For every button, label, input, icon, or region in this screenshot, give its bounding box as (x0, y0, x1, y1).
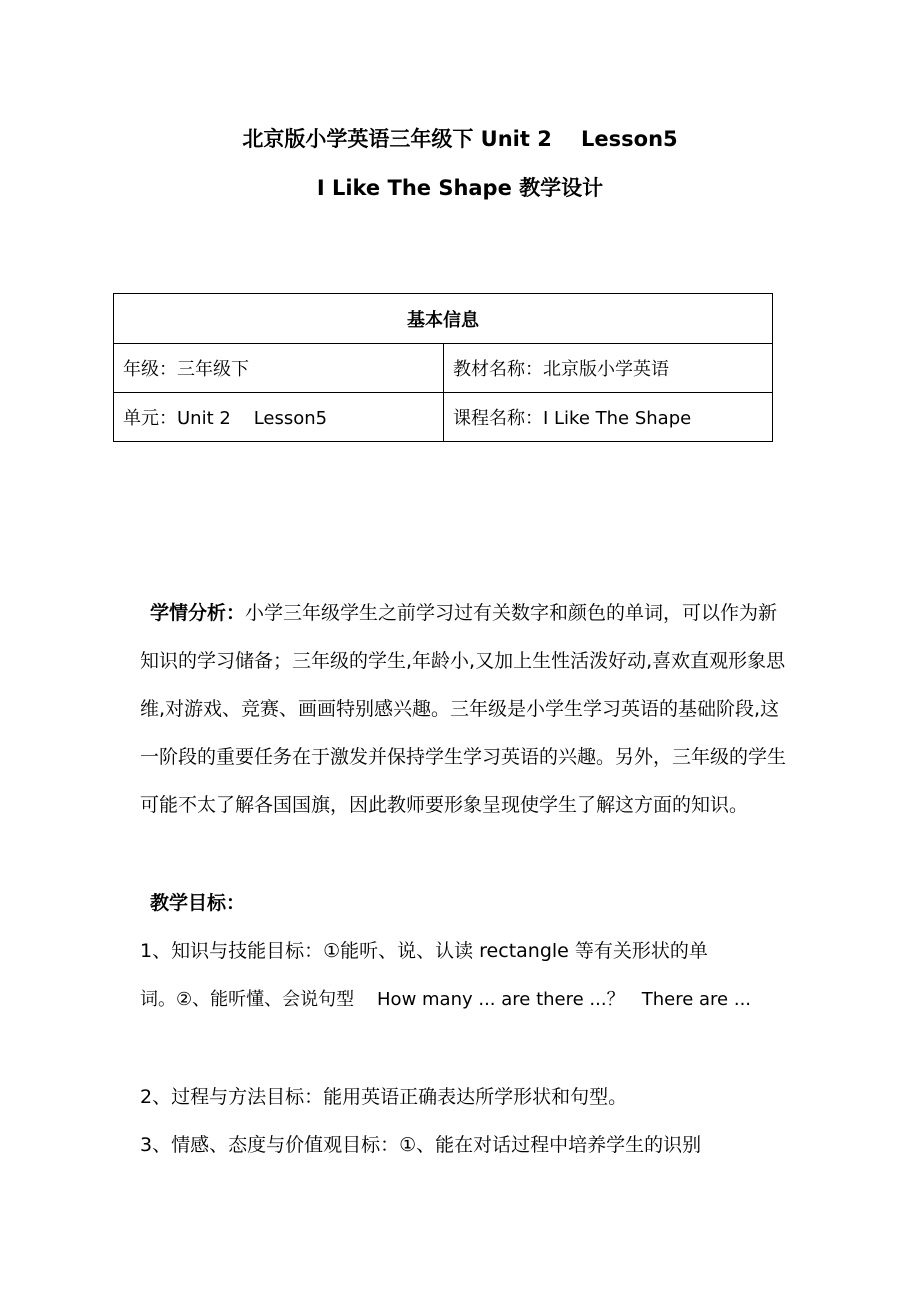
goal-item-2: 2、过程与方法目标：能用英语正确表达所学形状和句型。 (140, 1086, 628, 1108)
goal-item-3: 3、情感、态度与价值观目标：①、能在对话过程中培养学生的识别 (140, 1134, 702, 1156)
goal-item-1-line-2: 词。②、能听懂、会说句型 How many ... are there ...？ There are ... (140, 989, 752, 1010)
analysis-paragraph (140, 589, 790, 829)
table-header: 基本信息 (114, 294, 773, 344)
table-row (114, 393, 773, 442)
unit-cell: 单元：Unit 2 Lesson5 (114, 393, 444, 442)
goals-label: 教学目标： (150, 892, 246, 914)
grade-cell: 年级：三年级下 (114, 344, 444, 393)
basic-info-table (113, 293, 773, 442)
textbook-cell: 教材名称：北京版小学英语 (444, 344, 773, 393)
goal-item-1-line-1: 1、知识与技能目标：①能听、说、认读 rectangle 等有关形状的单 (140, 940, 708, 962)
course-cell: 课程名称：I Like The Shape (444, 393, 773, 442)
table-row (114, 344, 773, 393)
analysis-label: 学情分析： (150, 602, 246, 624)
document-subtitle: I Like The Shape 教学设计 (316, 176, 604, 200)
document-title: 北京版小学英语三年级下 Unit 2 Lesson5 (242, 127, 678, 151)
analysis-text: 小学三年级学生之前学习过有关数字和颜色的单词，可以作为新知识的学习储备；三年级的学生,年龄小,又加上生性活泼好动,喜欢直观形象思维,对游戏、竞赛、画画特别感兴趣。三年级是小学生学习英语的基础阶段,这一阶段的重要任务在于激发并保持学生学习英语的兴趣。另外，三年级的学生可能不太了解各国国旗，因此教师要形象呈现使学生了解这方面的知识。 (140, 602, 787, 816)
